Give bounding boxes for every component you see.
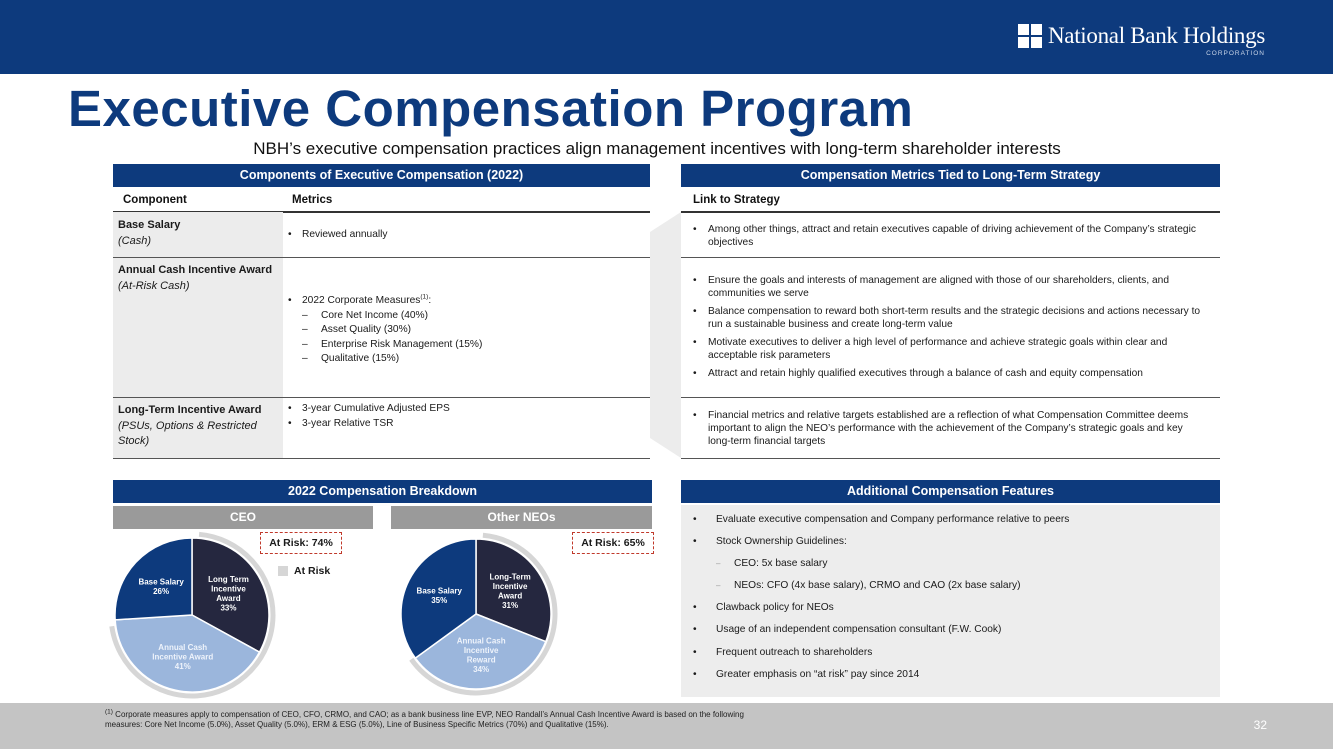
metric-item: • 2022 Corporate Measures$^{(1)}$:	[288, 294, 482, 309]
strategy-item: • Motivate executives to deliver a high level of performance and achieve strategic goals within clear and acceptable risk parameters	[693, 336, 1208, 362]
components-heading: Components of Executive Compensation (2022)	[113, 164, 650, 187]
neo-pie-chart	[393, 530, 563, 700]
metric-subitem: – Core Net Income (40%)	[288, 309, 482, 324]
feature-item: • Usage of an independent compensation consultant (F.W. Cook)	[693, 623, 1069, 645]
component-subtitle: (PSUs, Options & Restricted Stock)	[118, 420, 257, 447]
footnote-marker: (1)	[420, 293, 429, 301]
slice-label: Annual Cash Incentive Award 41%	[152, 642, 214, 671]
slice-label: Long Term Incentive Award 33%	[208, 575, 249, 613]
slice-label: Base Salary 35%	[416, 586, 462, 606]
col-header-component: Component	[123, 194, 187, 206]
feature-item: • Frequent outreach to shareholders	[693, 646, 1069, 668]
strategy-list	[693, 223, 1208, 254]
feature-item: • Evaluate executive compensation and Company performance relative to peers	[693, 513, 1069, 535]
divider	[113, 458, 650, 459]
logo-subtext: CORPORATION	[1206, 50, 1265, 57]
ceo-pie-chart	[105, 526, 280, 701]
legend-label: At Risk	[294, 565, 331, 577]
component-name: Annual Cash Incentive Award	[118, 264, 273, 276]
divider	[681, 257, 1220, 258]
component-name: Long-Term Incentive Award	[118, 404, 262, 416]
metrics-list	[288, 294, 482, 367]
metrics-list	[288, 402, 450, 431]
strategy-list	[693, 409, 1208, 453]
metric-item: • 3-year Cumulative Adjusted EPS	[288, 402, 450, 417]
feature-item: • Clawback policy for NEOs	[693, 601, 1069, 623]
ceo-at-risk-badge: At Risk: 74%	[260, 532, 342, 554]
chart-legend	[278, 565, 330, 577]
footnote-marker: (1)	[105, 708, 113, 716]
neo-subheading: Other NEOs	[391, 506, 652, 529]
metric-item: • Reviewed annually	[288, 228, 388, 243]
strategy-item: • Attract and retain highly qualified executives through a balance of cash and equity compensation	[693, 367, 1208, 380]
divider	[681, 458, 1220, 459]
col-header-link: Link to Strategy	[693, 194, 780, 206]
page-number: 32	[1253, 718, 1267, 732]
divider	[681, 211, 1220, 213]
slice-label: Long-Term Incentive Award 31%	[489, 572, 531, 611]
metrics-list	[288, 228, 388, 243]
strategy-heading: Compensation Metrics Tied to Long-Term Strategy	[681, 164, 1220, 187]
logo-squares-icon	[1018, 24, 1042, 48]
slice-label: Annual Cash Incentive Reward 34%	[456, 636, 506, 675]
company-logo	[1018, 22, 1265, 57]
feature-subitem: – NEOs: CFO (4x base salary), CRMO and CAO (2x base salary)	[693, 579, 1069, 601]
features-heading: Additional Compensation Features	[681, 480, 1220, 503]
page-title: Executive Compensation Program	[68, 80, 914, 137]
strategy-list	[693, 274, 1208, 385]
page-subtitle: NBH’s executive compensation practices align management incentives with long-term shareholder interests	[253, 139, 1061, 158]
feature-item: • Stock Ownership Guidelines:	[693, 535, 1069, 557]
strategy-item: • Balance compensation to reward both short-term results and the strategic decisions and actions necessary to run a sustainable business and create long-term value	[693, 305, 1208, 331]
strategy-item: • Ensure the goals and interests of management are aligned with those of our shareholders, clients, and communities we serve	[693, 274, 1208, 300]
footnote	[105, 710, 745, 729]
features-list	[693, 513, 1069, 690]
strategy-item: • Among other things, attract and retain executives capable of driving achievement of the Company’s strategic objectives	[693, 223, 1208, 249]
component-subtitle: (At-Risk Cash)	[118, 280, 190, 292]
footnote-text: Corporate measures apply to compensation of CEO, CFO, CRMO, and CAO; as a bank business line EVP, NEO Randall’s Annual Cash Incentive Award is based on the following measures: Core Net Income (5.0%), Asset Quality (5.0%), ERM & ESG (5.0%), Line of Business Specific Metrics (70%) and Qualitative (15%).	[105, 710, 744, 729]
header-bar	[0, 0, 1333, 74]
breakdown-heading: 2022 Compensation Breakdown	[113, 480, 652, 503]
component-subtitle: (Cash)	[118, 235, 152, 247]
ceo-subheading: CEO	[113, 506, 373, 529]
metric-subitem: – Qualitative (15%)	[288, 352, 482, 367]
logo-text: National Bank Holdings	[1048, 23, 1265, 48]
feature-subitem: – CEO: 5x base salary	[693, 557, 1069, 579]
feature-item: • Greater emphasis on “at risk” pay since 2014	[693, 668, 1069, 690]
metric-subitem: – Asset Quality (30%)	[288, 323, 482, 338]
neo-at-risk-badge: At Risk: 65%	[572, 532, 654, 554]
divider	[681, 397, 1220, 398]
metric-item: • 3-year Relative TSR	[288, 417, 450, 432]
slice-label: Base Salary 26%	[138, 577, 184, 596]
col-header-metrics: Metrics	[292, 194, 333, 206]
strategy-item: • Financial metrics and relative targets established are a reflection of what Compensation Committee deems important to align the NEO’s performance with the achievement of the Company’s strategic goals and key long-term financial targets	[693, 409, 1208, 448]
metric-subitem: – Enterprise Risk Management (15%)	[288, 338, 482, 353]
connector-wedge	[650, 212, 681, 458]
component-name: Base Salary	[118, 219, 181, 231]
